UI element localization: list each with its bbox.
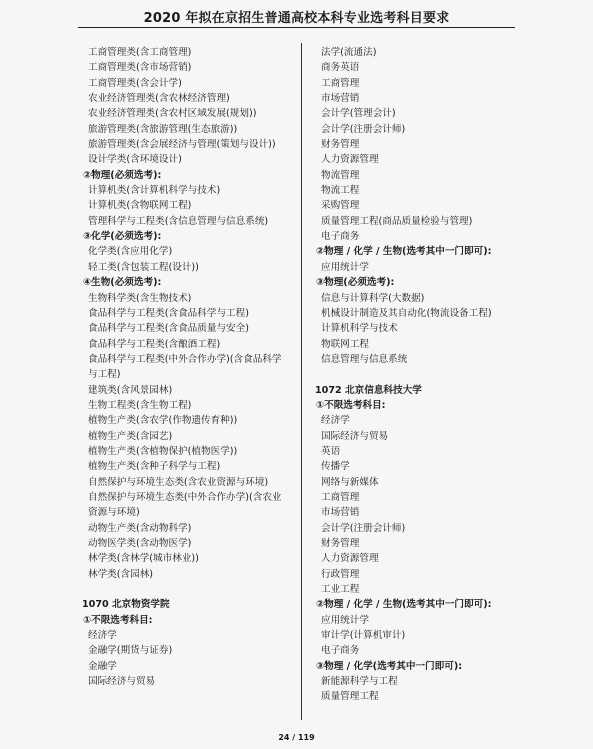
major-item: 机械设计制造及其自动化(物流设备工程): [321, 307, 492, 319]
major-item: 英语: [321, 445, 341, 457]
major-item: 计算机类(含物联网工程): [88, 200, 192, 212]
major-item: 电子商务: [321, 645, 360, 657]
column-divider: [301, 43, 302, 720]
major-item: 审计学(计算机审计): [321, 630, 406, 642]
subject-requirement-heading: ②物理(必须选考):: [83, 169, 162, 181]
major-item: 财务管理: [321, 139, 360, 151]
page-number: 24 / 119: [278, 733, 315, 742]
major-item: 植物生产类(含植物保护(植物医学)): [88, 445, 238, 457]
major-item: 国际经济与贸易: [321, 430, 389, 442]
major-item: 设计学类(含环境设计): [88, 154, 182, 166]
section-spacer: [312, 367, 517, 382]
major-item: 工商管理类(含工商管理): [88, 47, 192, 58]
major-item: 市场营销: [321, 507, 360, 519]
major-item: 计算机类(含计算机科学与技术): [88, 185, 221, 197]
major-item: 食品科学与工程类(含食品质量与安全): [88, 323, 249, 335]
major-item: 质量管理工程(商品质量检验与管理): [321, 215, 473, 227]
major-item: 金融学: [88, 660, 117, 672]
major-item: 化学类(含应用化学): [88, 246, 173, 258]
major-item: 会计学(管理会计): [321, 108, 396, 120]
major-item: 物流管理: [321, 169, 360, 181]
school-heading: 1070 北京物资学院: [82, 599, 170, 611]
major-item: 经济学: [88, 630, 117, 642]
major-item: 新能源科学与工程: [321, 676, 398, 688]
major-item: 农业经济管理类(含农林经济管理): [88, 93, 230, 105]
major-item: 经济学: [321, 415, 350, 427]
major-item: 轻工类(含包装工程(设计)): [88, 261, 199, 273]
major-item: 会计学(注册会计师): [321, 522, 406, 534]
major-item: 财务管理: [321, 538, 360, 549]
major-item: 信息与计算科学(大数据): [321, 292, 425, 304]
title-divider: [78, 27, 515, 28]
major-item: 商务英语: [321, 62, 360, 74]
major-item: 计算机科学与技术: [321, 323, 398, 335]
major-item: 植物生产类(含农学(作物遗传育种)): [88, 415, 238, 427]
subject-requirement-heading: ③物理 / 化学(选考其中一门即可):: [316, 660, 463, 672]
major-item: 金融学(期货与证券): [88, 645, 173, 657]
major-item: 动物医学类(含动物医学): [88, 538, 192, 549]
major-item: 工商管理: [321, 491, 360, 503]
major-item: 林学类(含林学(城市林业)): [88, 553, 199, 565]
major-item: 自然保护与环境生态类(含农业资源与环境): [88, 476, 269, 488]
major-item: 国际经济与贸易: [88, 676, 156, 688]
major-item: 工业工程: [321, 584, 360, 596]
major-item: 信息管理与信息系统: [321, 353, 408, 365]
major-item: 旅游管理类(含旅游管理(生态旅游)): [88, 123, 238, 135]
major-item: 林学类(含园林): [88, 568, 154, 580]
major-item: 生物工程类(含生物工程): [88, 399, 192, 411]
major-item: 工商管理: [321, 77, 360, 89]
major-item: 管理科学与工程类(含信息管理与信息系统): [88, 215, 269, 227]
major-item: 应用统计学: [321, 261, 369, 273]
major-item: 网络与新媒体: [321, 476, 379, 488]
left-column: [79, 45, 291, 689]
major-item: 应用统计学: [321, 614, 369, 626]
major-item: 电子商务: [321, 231, 360, 243]
right-column: [312, 45, 517, 705]
subject-requirement-heading: ④生物(必须选考):: [83, 277, 162, 289]
major-item: 传播学: [321, 461, 350, 473]
major-item: 质量管理工程: [321, 691, 379, 703]
subject-requirement-heading: ③化学(必须选考):: [83, 231, 162, 243]
major-item: 食品科学与工程类(含食品科学与工程): [88, 307, 249, 319]
major-item: 食品科学与工程类(中外合作办学)(含食品科学与工程): [88, 353, 282, 381]
major-item: 自然保护与环境生态类(中外合作办学)(含农业资源与环境): [88, 491, 282, 519]
major-item: 农业经济管理类(含农村区域发展(规划)): [88, 108, 257, 120]
major-item: 人力资源管理: [321, 553, 379, 565]
section-spacer: [79, 582, 291, 597]
subject-requirement-heading: ①不限选考科目:: [83, 614, 153, 626]
major-item: 采购管理: [321, 200, 360, 212]
major-item: 动物生产类(含动物科学): [88, 522, 192, 534]
major-item: 食品科学与工程类(含酿酒工程): [88, 338, 221, 350]
major-item: 工商管理类(含会计学): [88, 77, 182, 89]
subject-requirement-heading: ③物理(必须选考):: [316, 277, 395, 289]
major-item: 物联网工程: [321, 338, 369, 350]
subject-requirement-heading: ②物理 / 化学 / 生物(选考其中一门即可):: [316, 599, 492, 611]
major-item: 市场营销: [321, 93, 360, 105]
subject-requirement-heading: ①不限选考科目:: [316, 399, 386, 411]
major-item: 植物生产类(含种子科学与工程): [88, 461, 221, 473]
major-item: 生物科学类(含生物技术): [88, 292, 192, 304]
page-title: 2020 年拟在京招生普通高校本科专业选考科目要求: [143, 11, 450, 26]
major-item: 行政管理: [321, 568, 360, 580]
major-item: 会计学(注册会计师): [321, 123, 406, 135]
major-item: 旅游管理类(含会展经济与管理(策划与设计)): [88, 139, 276, 151]
major-item: 人力资源管理: [321, 154, 379, 166]
major-item: 植物生产类(含园艺): [88, 430, 173, 442]
major-item: 法学(流通法): [321, 47, 377, 58]
major-item: 工商管理类(含市场营销): [88, 62, 192, 74]
school-heading: 1072 北京信息科技大学: [315, 384, 422, 396]
major-item: 建筑类(含风景园林): [88, 384, 173, 396]
major-item: 物流工程: [321, 185, 360, 197]
subject-requirement-heading: ②物理 / 化学 / 生物(选考其中一门即可):: [316, 246, 492, 258]
